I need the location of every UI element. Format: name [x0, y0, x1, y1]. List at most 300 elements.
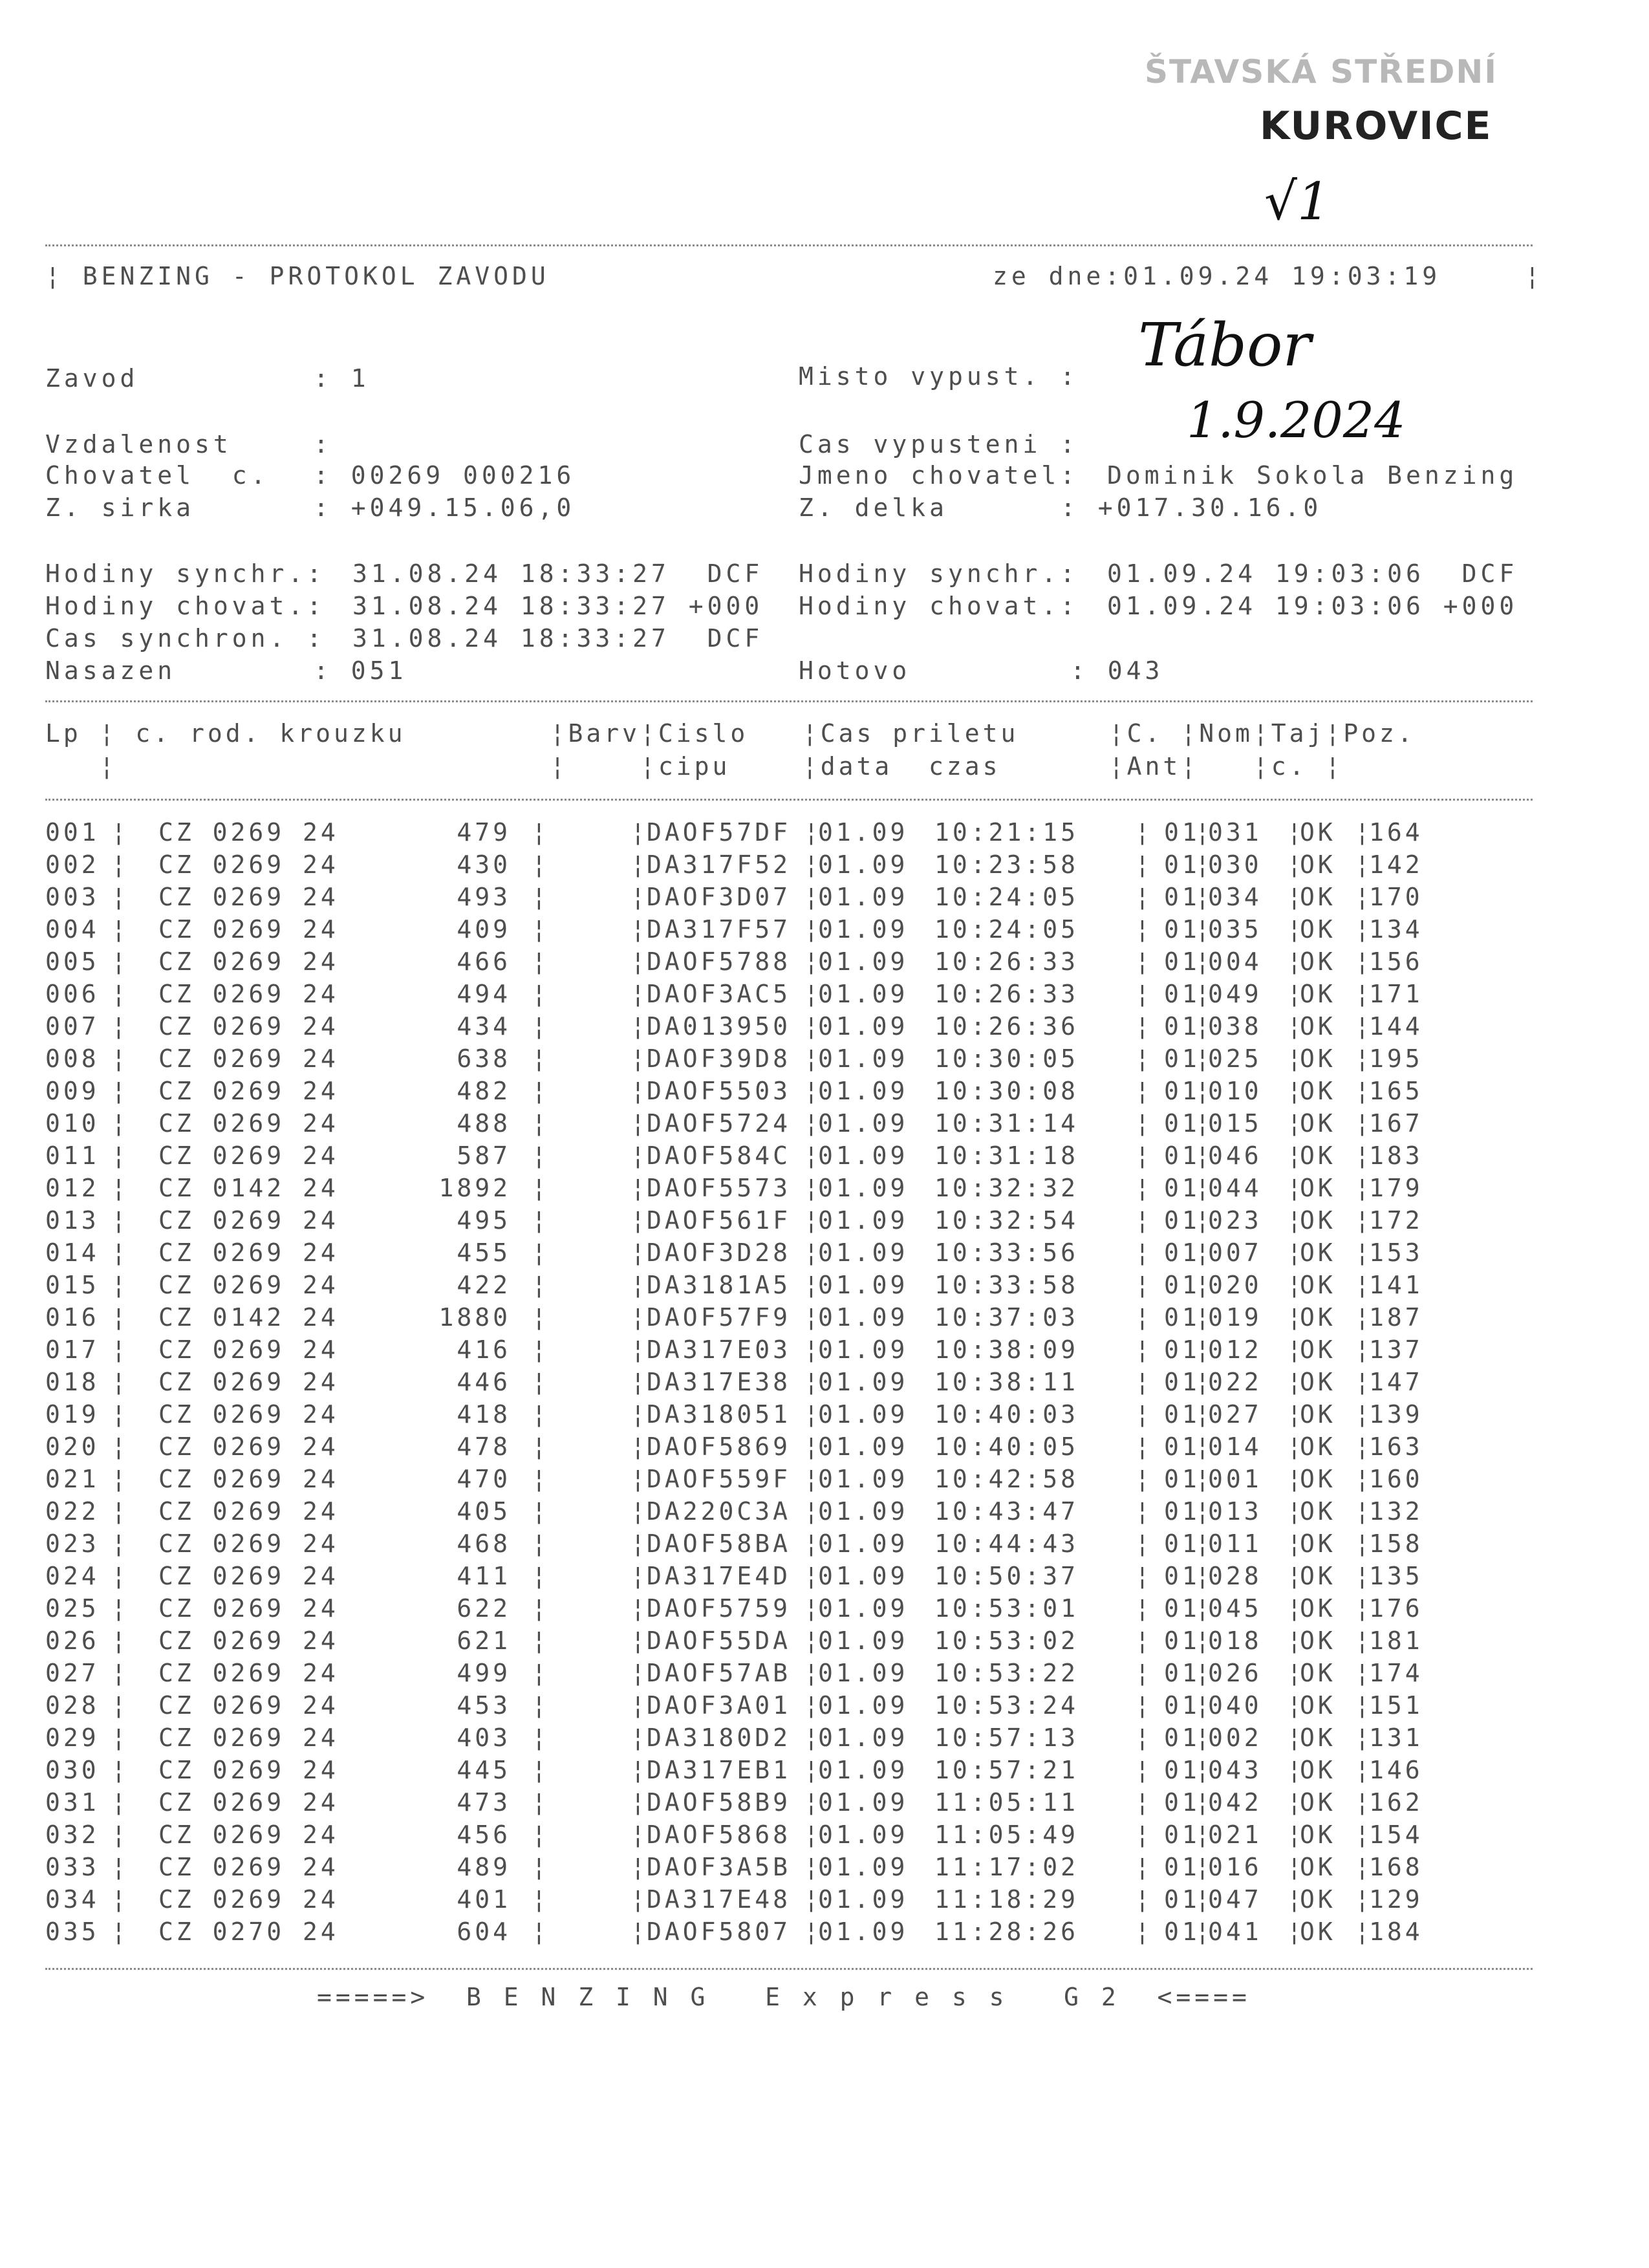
cell-date: 01.09 — [818, 1691, 909, 1720]
cell-ant: 01 — [1164, 1077, 1200, 1105]
cell-separator: ¦ — [804, 1626, 822, 1655]
cell-poz: 168 — [1369, 1853, 1423, 1881]
cell-separator: ¦ — [111, 1788, 129, 1817]
cell-separator: ¦ — [1355, 1723, 1373, 1752]
cell-nom: 002 — [1208, 1723, 1262, 1752]
cell-date: 01.09 — [818, 1141, 909, 1170]
cell-separator: ¦ — [1287, 1756, 1305, 1784]
cell-separator: ¦ — [630, 1303, 649, 1332]
separator-top — [45, 244, 1533, 246]
cell-separator: ¦ — [804, 1044, 822, 1073]
table-row — [0, 1691, 1649, 1723]
cell-separator: ¦ — [1135, 915, 1153, 944]
cell-date: 01.09 — [818, 1885, 909, 1914]
cell-separator: ¦ — [1135, 883, 1153, 911]
cell-time: 10:40:05 — [934, 1432, 1079, 1461]
cell-separator: ¦ — [1287, 1723, 1305, 1752]
cell-separator: ¦ — [111, 1691, 129, 1720]
table-header-line1: Lp ¦ c. rod. krouzku ¦Barv¦Cislo ¦Cas priletu ¦C. ¦Nom¦Taj¦Poz. — [45, 719, 1416, 748]
cell-separator: ¦ — [532, 1594, 550, 1623]
table-row — [0, 1756, 1649, 1788]
cell-separator: ¦ — [1287, 1691, 1305, 1720]
cell-ant: 01 — [1164, 1529, 1200, 1558]
cell-time: 10:26:33 — [934, 980, 1079, 1008]
cell-time: 10:23:58 — [934, 850, 1079, 879]
cell-num: 489 — [457, 1853, 511, 1881]
cell-chip: DA317F52 — [647, 850, 792, 879]
cell-chip: DAOF5503 — [647, 1077, 792, 1105]
cell-separator: ¦ — [1287, 1400, 1305, 1429]
cell-separator: ¦ — [111, 915, 129, 944]
cell-time: 11:17:02 — [934, 1853, 1079, 1881]
cell-separator: ¦ — [111, 1723, 129, 1752]
cell-lp: 019 — [45, 1400, 100, 1429]
cell-separator: ¦ — [630, 1238, 649, 1267]
cell-time: 10:33:56 — [934, 1238, 1079, 1267]
cell-separator: ¦ — [532, 1465, 550, 1493]
cell-separator: ¦ — [630, 1626, 649, 1655]
cell-poz: 160 — [1369, 1465, 1423, 1493]
cell-num: 403 — [457, 1723, 511, 1752]
cell-separator: ¦ — [532, 1691, 550, 1720]
cell-separator: ¦ — [804, 1109, 822, 1138]
chovatel-value: : 00269 000216 — [314, 461, 576, 490]
cell-num: 446 — [457, 1368, 511, 1396]
table-row — [0, 1271, 1649, 1303]
cell-lp: 011 — [45, 1141, 100, 1170]
cell-separator: ¦ — [804, 1820, 822, 1849]
cell-separator: ¦ — [630, 1400, 649, 1429]
cell-separator: ¦ — [804, 1788, 822, 1817]
cell-num: 418 — [457, 1400, 511, 1429]
cell-nom: 004 — [1208, 947, 1262, 976]
table-row — [0, 1141, 1649, 1174]
cell-separator: ¦ — [532, 1044, 550, 1073]
cell-separator: ¦ — [111, 1594, 129, 1623]
cell-time: 10:24:05 — [934, 883, 1079, 911]
cell-separator: ¦ — [1195, 1497, 1213, 1526]
cell-taj: OK — [1300, 1174, 1336, 1202]
cell-chip: DAOF5759 — [647, 1594, 792, 1623]
cell-ring: CZ 0269 24 — [158, 883, 339, 911]
cell-date: 01.09 — [818, 1432, 909, 1461]
cell-separator: ¦ — [804, 1174, 822, 1202]
cell-nom: 013 — [1208, 1497, 1262, 1526]
cell-separator: ¦ — [532, 1885, 550, 1914]
cell-num: 488 — [457, 1109, 511, 1138]
cell-separator: ¦ — [630, 1853, 649, 1881]
cell-separator: ¦ — [1195, 1529, 1213, 1558]
cell-separator: ¦ — [1195, 1723, 1213, 1752]
cell-ant: 01 — [1164, 1174, 1200, 1202]
cell-separator: ¦ — [804, 947, 822, 976]
cell-lp: 001 — [45, 818, 100, 847]
cell-separator: ¦ — [1135, 947, 1153, 976]
cell-num: 494 — [457, 980, 511, 1008]
cell-ant: 01 — [1164, 1594, 1200, 1623]
cell-ring: CZ 0269 24 — [158, 1723, 339, 1752]
table-row — [0, 1788, 1649, 1820]
cell-poz: 165 — [1369, 1077, 1423, 1105]
sirka-label: Z. sirka — [45, 493, 195, 522]
cell-separator: ¦ — [1355, 1659, 1373, 1687]
chov1-label: Hodiny chovat.: — [45, 592, 326, 620]
vzdalenost-label: Vzdalenost — [45, 430, 232, 459]
cell-num: 587 — [457, 1141, 511, 1170]
cell-separator: ¦ — [1135, 1238, 1153, 1267]
cell-separator: ¦ — [1355, 1174, 1373, 1202]
cell-separator: ¦ — [630, 883, 649, 911]
cell-nom: 047 — [1208, 1885, 1262, 1914]
table-row — [0, 947, 1649, 980]
cell-separator: ¦ — [1195, 1238, 1213, 1267]
cell-separator: ¦ — [532, 1206, 550, 1235]
cell-separator: ¦ — [1355, 1917, 1373, 1946]
cell-ring: CZ 0142 24 — [158, 1174, 339, 1202]
table-row — [0, 1012, 1649, 1044]
cell-separator: ¦ — [630, 1820, 649, 1849]
cell-ant: 01 — [1164, 1497, 1200, 1526]
delka-label: Z. delka — [799, 493, 949, 522]
cell-ring: CZ 0269 24 — [158, 1594, 339, 1623]
cell-time: 10:32:54 — [934, 1206, 1079, 1235]
cell-date: 01.09 — [818, 1174, 909, 1202]
cell-separator: ¦ — [532, 1271, 550, 1299]
cell-chip: DA013950 — [647, 1012, 792, 1041]
cell-nom: 046 — [1208, 1141, 1262, 1170]
cell-num: 473 — [457, 1788, 511, 1817]
cell-ring: CZ 0269 24 — [158, 1271, 339, 1299]
cell-separator: ¦ — [1135, 1400, 1153, 1429]
separator-table — [45, 799, 1533, 801]
cell-separator: ¦ — [1195, 1562, 1213, 1590]
cell-chip: DAOF559F — [647, 1465, 792, 1493]
cell-chip: DA3181A5 — [647, 1271, 792, 1299]
cell-separator: ¦ — [1195, 1594, 1213, 1623]
cell-chip: DAOF3A5B — [647, 1853, 792, 1881]
cell-date: 01.09 — [818, 1044, 909, 1073]
report-date-value: 01.09.24 19:03:19 — [1123, 262, 1441, 290]
cell-separator: ¦ — [1135, 1723, 1153, 1752]
cell-separator: ¦ — [111, 1206, 129, 1235]
cell-num: 445 — [457, 1756, 511, 1784]
cell-lp: 032 — [45, 1820, 100, 1849]
handwritten-date: 1.9.2024 — [1187, 391, 1406, 449]
cell-separator: ¦ — [1135, 1820, 1153, 1849]
cell-separator: ¦ — [1135, 1853, 1153, 1881]
cell-separator: ¦ — [630, 1206, 649, 1235]
cell-date: 01.09 — [818, 1853, 909, 1881]
cell-separator: ¦ — [804, 1594, 822, 1623]
cell-poz: 129 — [1369, 1885, 1423, 1914]
cell-separator: ¦ — [630, 850, 649, 879]
cell-separator: ¦ — [1195, 1626, 1213, 1655]
cell-nom: 025 — [1208, 1044, 1262, 1073]
cell-separator: ¦ — [1355, 1691, 1373, 1720]
cell-poz: 167 — [1369, 1109, 1423, 1138]
cell-separator: ¦ — [804, 1659, 822, 1687]
cell-separator: ¦ — [630, 1044, 649, 1073]
cell-ant: 01 — [1164, 1465, 1200, 1493]
cell-separator: ¦ — [1355, 850, 1373, 879]
cas-vypusteni-label: Cas vypusteni : — [799, 430, 1079, 459]
cell-separator: ¦ — [1355, 1432, 1373, 1461]
cell-ant: 01 — [1164, 1271, 1200, 1299]
cell-date: 01.09 — [818, 1335, 909, 1364]
cell-separator: ¦ — [1135, 1077, 1153, 1105]
cell-ant: 01 — [1164, 818, 1200, 847]
cell-poz: 144 — [1369, 1012, 1423, 1041]
cell-separator: ¦ — [1135, 1206, 1153, 1235]
cell-separator: ¦ — [1287, 818, 1305, 847]
cell-taj: OK — [1300, 1368, 1336, 1396]
cell-chip: DAOF3A01 — [647, 1691, 792, 1720]
cell-separator: ¦ — [1195, 1853, 1213, 1881]
cell-separator: ¦ — [1355, 1853, 1373, 1881]
cell-lp: 027 — [45, 1659, 100, 1687]
cell-separator: ¦ — [804, 1723, 822, 1752]
cell-separator: ¦ — [532, 1012, 550, 1041]
cell-date: 01.09 — [818, 1368, 909, 1396]
cell-separator: ¦ — [532, 1400, 550, 1429]
cell-time: 10:57:13 — [934, 1723, 1079, 1752]
cell-date: 01.09 — [818, 818, 909, 847]
cell-separator: ¦ — [804, 980, 822, 1008]
cell-separator: ¦ — [1355, 1465, 1373, 1493]
cell-separator: ¦ — [1195, 1335, 1213, 1364]
cell-taj: OK — [1300, 1659, 1336, 1687]
stamp-town: KUROVICE — [1260, 103, 1493, 149]
cell-lp: 020 — [45, 1432, 100, 1461]
cell-num: 478 — [457, 1432, 511, 1461]
cell-poz: 176 — [1369, 1594, 1423, 1623]
cell-num: 405 — [457, 1497, 511, 1526]
cell-separator: ¦ — [111, 1820, 129, 1849]
cell-nom: 022 — [1208, 1368, 1262, 1396]
cell-taj: OK — [1300, 1077, 1336, 1105]
cell-separator: ¦ — [630, 818, 649, 847]
cell-lp: 021 — [45, 1465, 100, 1493]
cell-separator: ¦ — [111, 883, 129, 911]
cell-separator: ¦ — [1195, 1174, 1213, 1202]
cell-date: 01.09 — [818, 947, 909, 976]
separator-bottom — [45, 1968, 1533, 1970]
cell-poz: 181 — [1369, 1626, 1423, 1655]
cell-separator: ¦ — [111, 1756, 129, 1784]
table-row — [0, 883, 1649, 915]
nasazen-label: Nasazen — [45, 656, 177, 685]
cell-date: 01.09 — [818, 850, 909, 879]
cell-ant: 01 — [1164, 1400, 1200, 1429]
cell-num: 411 — [457, 1562, 511, 1590]
cell-separator: ¦ — [630, 1885, 649, 1914]
cell-separator: ¦ — [804, 1497, 822, 1526]
cell-separator: ¦ — [1355, 1012, 1373, 1041]
cell-separator: ¦ — [804, 1529, 822, 1558]
cell-taj: OK — [1300, 1271, 1336, 1299]
cell-separator: ¦ — [1135, 980, 1153, 1008]
cell-separator: ¦ — [1355, 1335, 1373, 1364]
cell-num: 638 — [457, 1044, 511, 1073]
cell-poz: 179 — [1369, 1174, 1423, 1202]
cell-taj: OK — [1300, 915, 1336, 944]
cell-num: 604 — [457, 1917, 511, 1946]
cell-ring: CZ 0269 24 — [158, 1141, 339, 1170]
cell-poz: 131 — [1369, 1723, 1423, 1752]
cell-separator: ¦ — [1195, 980, 1213, 1008]
cell-poz: 154 — [1369, 1820, 1423, 1849]
cell-separator: ¦ — [630, 1012, 649, 1041]
cell-separator: ¦ — [1355, 947, 1373, 976]
cell-date: 01.09 — [818, 1400, 909, 1429]
table-row — [0, 1400, 1649, 1432]
cell-chip: DAOF58B9 — [647, 1788, 792, 1817]
cell-separator: ¦ — [1287, 1465, 1305, 1493]
zavod-value: : 1 — [314, 364, 370, 393]
cell-ant: 01 — [1164, 1885, 1200, 1914]
cell-separator: ¦ — [532, 947, 550, 976]
cell-chip: DAOF5788 — [647, 947, 792, 976]
cell-nom: 028 — [1208, 1562, 1262, 1590]
cell-taj: OK — [1300, 1012, 1336, 1041]
cell-separator: ¦ — [1355, 1109, 1373, 1138]
cell-poz: 137 — [1369, 1335, 1423, 1364]
table-row — [0, 1885, 1649, 1917]
cell-date: 01.09 — [818, 1465, 909, 1493]
cell-separator: ¦ — [1287, 980, 1305, 1008]
cell-nom: 019 — [1208, 1303, 1262, 1332]
cell-separator: ¦ — [1135, 1368, 1153, 1396]
cell-date: 01.09 — [818, 1756, 909, 1784]
cell-poz: 141 — [1369, 1271, 1423, 1299]
cas-sync-label: Cas synchron. : — [45, 624, 326, 653]
cell-ring: CZ 0269 24 — [158, 818, 339, 847]
cell-taj: OK — [1300, 1885, 1336, 1914]
cell-nom: 027 — [1208, 1400, 1262, 1429]
cell-chip: DA317E48 — [647, 1885, 792, 1914]
cell-separator: ¦ — [1195, 883, 1213, 911]
cell-date: 01.09 — [818, 1497, 909, 1526]
cell-separator: ¦ — [630, 1432, 649, 1461]
cell-nom: 031 — [1208, 818, 1262, 847]
cell-separator: ¦ — [532, 1368, 550, 1396]
cell-lp: 031 — [45, 1788, 100, 1817]
cell-taj: OK — [1300, 947, 1336, 976]
cell-num: 468 — [457, 1529, 511, 1558]
cell-time: 10:57:21 — [934, 1756, 1079, 1784]
cell-num: 622 — [457, 1594, 511, 1623]
cell-separator: ¦ — [111, 1853, 129, 1881]
header-bar-right: ¦ — [1525, 262, 1544, 290]
cell-separator: ¦ — [111, 1271, 129, 1299]
cell-chip: DAOF3D28 — [647, 1238, 792, 1267]
cell-separator: ¦ — [804, 1562, 822, 1590]
cell-separator: ¦ — [804, 1206, 822, 1235]
cell-separator: ¦ — [804, 1141, 822, 1170]
cell-separator: ¦ — [1135, 1141, 1153, 1170]
cell-date: 01.09 — [818, 1271, 909, 1299]
table-row — [0, 1853, 1649, 1885]
cell-separator: ¦ — [630, 1271, 649, 1299]
cell-date: 01.09 — [818, 1109, 909, 1138]
cell-separator: ¦ — [1195, 1368, 1213, 1396]
cell-ant: 01 — [1164, 947, 1200, 976]
sirka-value: : +049.15.06,0 — [314, 493, 576, 522]
cell-separator: ¦ — [532, 883, 550, 911]
cell-separator: ¦ — [630, 1497, 649, 1526]
cell-separator: ¦ — [532, 1174, 550, 1202]
footer-brand: =====> B E N Z I N G E x p r e s s G 2 <==== — [317, 1983, 1251, 2011]
cell-chip: DA317E03 — [647, 1335, 792, 1364]
cell-ant: 01 — [1164, 980, 1200, 1008]
jmeno-label: Jmeno chovatel: — [799, 461, 1079, 490]
cell-ring: CZ 0269 24 — [158, 1335, 339, 1364]
cell-ring: CZ 0269 24 — [158, 947, 339, 976]
cell-separator: ¦ — [1195, 1465, 1213, 1493]
cell-separator: ¦ — [1355, 818, 1373, 847]
table-row — [0, 1044, 1649, 1077]
cell-separator: ¦ — [1195, 1756, 1213, 1784]
cell-date: 01.09 — [818, 1788, 909, 1817]
cell-separator: ¦ — [1355, 1529, 1373, 1558]
stamp-club-name: ŠTAVSKÁ STŘEDNÍ — [1145, 53, 1498, 91]
cell-separator: ¦ — [1287, 850, 1305, 879]
cell-lp: 013 — [45, 1206, 100, 1235]
cell-separator: ¦ — [804, 1691, 822, 1720]
cell-lp: 012 — [45, 1174, 100, 1202]
cell-taj: OK — [1300, 850, 1336, 879]
cell-ring: CZ 0269 24 — [158, 1885, 339, 1914]
cell-time: 10:42:58 — [934, 1465, 1079, 1493]
cell-separator: ¦ — [1355, 1497, 1373, 1526]
cell-separator: ¦ — [1355, 1238, 1373, 1267]
hotovo-value: : 043 — [1070, 656, 1164, 685]
cell-time: 10:50:37 — [934, 1562, 1079, 1590]
cell-poz: 142 — [1369, 850, 1423, 879]
cell-time: 10:37:03 — [934, 1303, 1079, 1332]
cell-separator: ¦ — [532, 1077, 550, 1105]
report-title-line — [45, 262, 550, 290]
cell-separator: ¦ — [804, 850, 822, 879]
cell-ant: 01 — [1164, 1691, 1200, 1720]
cell-separator: ¦ — [1287, 947, 1305, 976]
cell-separator: ¦ — [1195, 818, 1213, 847]
cell-num: 401 — [457, 1885, 511, 1914]
table-header-line2: ¦ ¦ ¦cipu ¦data czas ¦Ant¦ ¦c. ¦ — [45, 752, 1344, 781]
cell-nom: 040 — [1208, 1691, 1262, 1720]
cell-time: 10:38:11 — [934, 1368, 1079, 1396]
cell-separator: ¦ — [804, 1012, 822, 1041]
separator-header — [45, 700, 1533, 702]
cell-separator: ¦ — [1355, 1303, 1373, 1332]
cell-separator: ¦ — [111, 1303, 129, 1332]
cell-taj: OK — [1300, 1206, 1336, 1235]
cell-separator: ¦ — [532, 1335, 550, 1364]
cell-date: 01.09 — [818, 1529, 909, 1558]
cell-nom: 026 — [1208, 1659, 1262, 1687]
cell-taj: OK — [1300, 980, 1336, 1008]
misto-label: Misto vypust. : — [799, 362, 1079, 391]
cell-separator: ¦ — [1135, 1303, 1153, 1332]
cell-taj: OK — [1300, 1917, 1336, 1946]
cell-chip: DAOF57DF — [647, 818, 792, 847]
cell-num: 470 — [457, 1465, 511, 1493]
cell-separator: ¦ — [1195, 1044, 1213, 1073]
cell-time: 10:30:08 — [934, 1077, 1079, 1105]
cell-taj: OK — [1300, 1562, 1336, 1590]
table-row — [0, 1917, 1649, 1950]
cell-separator: ¦ — [111, 1659, 129, 1687]
